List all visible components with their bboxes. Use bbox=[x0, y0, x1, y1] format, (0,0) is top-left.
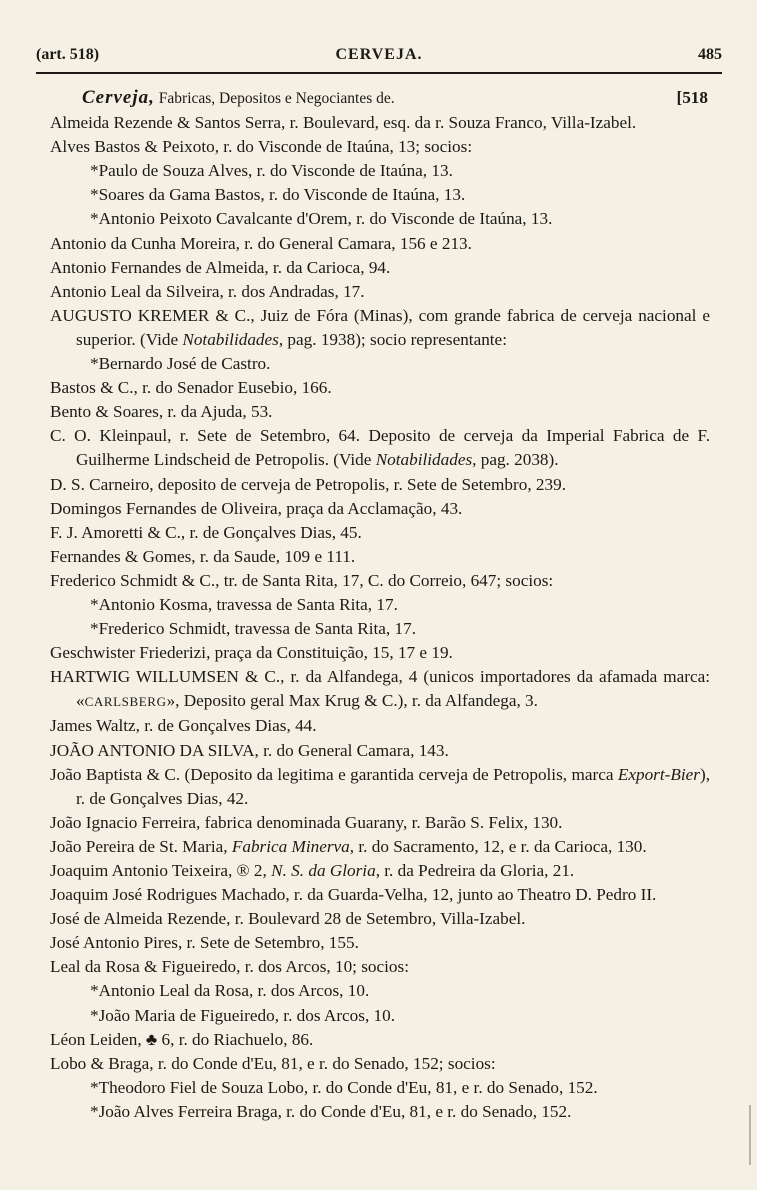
directory-entry: Bento & Soares, r. da Ajuda, 53. bbox=[50, 402, 273, 422]
category-subtitle: Fabricas, Depositos e Negociantes de. bbox=[154, 90, 395, 107]
article-number: [518 bbox=[676, 88, 708, 107]
entry-text: , pag. 2038). bbox=[472, 450, 559, 470]
directory-entry bbox=[50, 665, 710, 714]
directory-entry: F. J. Amoretti & C., r. de Gonçalves Dias, 45. bbox=[50, 522, 362, 542]
italic-text: Notabilidades bbox=[375, 450, 473, 470]
directory-entry bbox=[50, 859, 710, 883]
category-title: Cerveja, bbox=[82, 87, 155, 108]
directory-entry: JOÃO ANTONIO DA SILVA, r. do General Camara, 143. bbox=[50, 740, 449, 760]
running-header bbox=[36, 46, 722, 70]
article-reference: (art. 518) bbox=[36, 46, 100, 63]
partner-entry: *Theodoro Fiel de Souza Lobo, r. do Conde d'Eu, 81, e r. do Senado, 152. bbox=[90, 1077, 598, 1097]
directory-entry: D. S. Carneiro, deposito de cerveja de Petropolis, r. Sete de Setembro, 239. bbox=[50, 474, 566, 494]
italic-text: Notabilidades bbox=[182, 329, 279, 349]
directory-entry bbox=[50, 763, 710, 811]
partner-entry: *Antonio Peixoto Cavalcante d'Orem, r. do Visconde de Itaúna, 13. bbox=[90, 209, 553, 229]
partner-entry: *João Maria de Figueiredo, r. dos Arcos, 10. bbox=[90, 1005, 396, 1025]
entry-text: ), r. de Gonçalves Dias, 42. bbox=[76, 764, 710, 808]
entry-text: , r. do Sacramento, 12, e r. da Carioca, 130. bbox=[349, 836, 647, 856]
partner-entry: *Bernardo José de Castro. bbox=[90, 354, 271, 374]
directory-entry: Alves Bastos & Peixoto, r. do Visconde de Itaúna, 13; socios: bbox=[50, 137, 473, 157]
italic-text: Export-Bier bbox=[617, 764, 700, 784]
header-rule bbox=[36, 72, 722, 74]
directory-entry: Almeida Rezende & Santos Serra, r. Boulevard, esq. da r. Souza Franco, Villa-Izabel. bbox=[50, 113, 637, 133]
directory-entry: Leal da Rosa & Figueiredo, r. dos Arcos, 10; socios: bbox=[50, 957, 409, 977]
partner-entry: *Soares da Gama Bastos, r. do Visconde de Itaúna, 13. bbox=[90, 185, 466, 205]
partner-entry: *Antonio Kosma, travessa de Santa Rita, 17. bbox=[90, 594, 398, 614]
entry-text: HARTWIG WILLUMSEN & C., r. da Alfandega, 4 (unicos importadores da afamada marca: « bbox=[50, 667, 710, 711]
directory-body bbox=[50, 86, 710, 1124]
directory-entry: Frederico Schmidt & C., tr. de Santa Rita, 17, C. do Correio, 647; socios: bbox=[50, 570, 554, 590]
directory-entry bbox=[50, 835, 710, 859]
directory-entry: João Ignacio Ferreira, fabrica denominada Guarany, r. Barão S. Felix, 130. bbox=[50, 812, 563, 832]
entry-text: C. O. Kleinpaul, r. Sete de Setembro, 64. Deposito de cerveja da Imperial Fabrica de F. Guilherme Lindscheid de Petropolis. (Vide bbox=[50, 426, 710, 470]
italic-text: Fabrica Minerva bbox=[231, 836, 350, 856]
partner-entry: *João Alves Ferreira Braga, r. do Conde d'Eu, 81, e r. do Senado, 152. bbox=[90, 1101, 572, 1121]
entry-text: João Pereira de St. Maria, bbox=[50, 836, 232, 856]
entry-text: João Baptista & C. (Deposito da legitima e garantida cerveja de Petropolis, marca bbox=[50, 764, 618, 784]
entry-text: AUGUSTO KREMER & C., Juiz de Fóra (Minas), com grande fabrica de cerveja nacional e superior. (Vide bbox=[50, 305, 710, 349]
entry-text: , r. da Pedreira da Gloria, 21. bbox=[375, 861, 575, 880]
directory-entry: Antonio da Cunha Moreira, r. do General Camara, 156 e 213. bbox=[50, 233, 472, 253]
partner-entry: *Frederico Schmidt, travessa de Santa Rita, 17. bbox=[90, 619, 417, 639]
category-heading bbox=[50, 86, 710, 111]
directory-entry: Fernandes & Gomes, r. da Saude, 109 e 111. bbox=[50, 546, 356, 566]
partner-entry: *Paulo de Souza Alves, r. do Visconde de Itaúna, 13. bbox=[90, 161, 453, 181]
directory-entry: Antonio Fernandes de Almeida, r. da Carioca, 94. bbox=[50, 257, 391, 277]
directory-entry: Léon Leiden, ♣ 6, r. do Riachuelo, 86. bbox=[50, 1029, 314, 1049]
entry-list bbox=[50, 111, 710, 1124]
margin-mark bbox=[749, 1105, 751, 1165]
directory-entry bbox=[50, 304, 710, 352]
directory-entry: José de Almeida Rezende, r. Boulevard 28 de Setembro, Villa-Izabel. bbox=[50, 909, 526, 929]
directory-entry: Joaquim José Rodrigues Machado, r. da Guarda-Velha, 12, junto ao Theatro D. Pedro II. bbox=[50, 885, 657, 905]
directory-entry: José Antonio Pires, r. Sete de Setembro, 155. bbox=[50, 933, 359, 953]
entry-text: , pag. 1938); socio representante: bbox=[278, 329, 507, 349]
page-number: 485 bbox=[698, 46, 722, 63]
italic-text: N. S. da Gloria bbox=[271, 861, 376, 880]
directory-entry: Lobo & Braga, r. do Conde d'Eu, 81, e r. do Senado, 152; socios: bbox=[50, 1053, 496, 1073]
directory-entry: Bastos & C., r. do Senador Eusebio, 166. bbox=[50, 378, 332, 398]
directory-entry: James Waltz, r. de Gonçalves Dias, 44. bbox=[50, 716, 317, 736]
directory-entry: Geschwister Friederizi, praça da Constituição, 15, 17 e 19. bbox=[50, 643, 453, 663]
small-caps-text: CARLSBERG bbox=[84, 694, 167, 710]
directory-entry: Domingos Fernandes de Oliveira, praça da Acclamação, 43. bbox=[50, 498, 463, 518]
section-title: CERVEJA. bbox=[335, 46, 423, 63]
entry-text: Joaquim Antonio Teixeira, ® 2, bbox=[50, 861, 272, 880]
entry-text: », Deposito geral Max Krug & C.), r. da Alfandega, 3. bbox=[166, 691, 538, 711]
directory-entry bbox=[50, 424, 710, 472]
partner-entry: *Antonio Leal da Rosa, r. dos Arcos, 10. bbox=[90, 981, 370, 1001]
directory-entry: Antonio Leal da Silveira, r. dos Andradas, 17. bbox=[50, 281, 365, 301]
